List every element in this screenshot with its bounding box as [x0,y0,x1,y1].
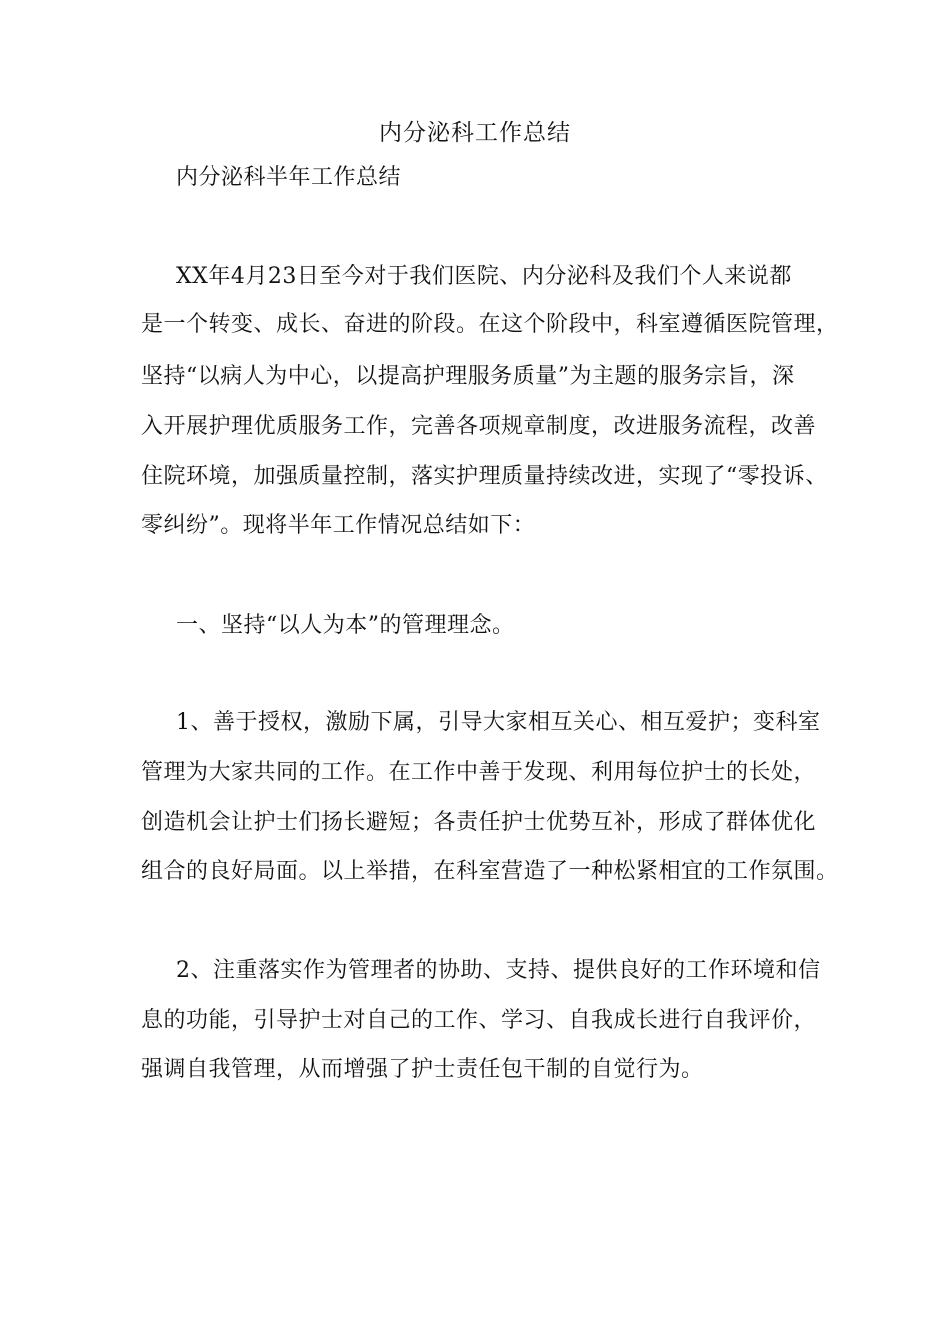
paragraph-line: 2、注重落实作为管理者的协助、支持、提供良好的工作环境和信 [176,958,821,983]
paragraph-line: 息的功能，引导护士对自己的工作、学习、自我成长进行自我评价， [141,1008,817,1033]
document-title: 内分泌科工作总结 [379,120,571,146]
paragraph-line: 1、善于授权，激励下属，引导大家相互关心、相互爱护；变科室 [176,710,821,735]
paragraph-line: 坚持“以病人为中心，以提高护理服务质量”为主题的服务宗旨，深 [141,364,795,389]
paragraph-line: 住院环境，加强质量控制，落实护理质量持续改进，实现了“零投诉、 [141,464,828,489]
paragraph-line: 零纠纷”。现将半年工作情况总结如下： [141,513,536,538]
paragraph-line: 是一个转变、成长、奋进的阶段。在这个阶段中，科室遵循医院管理， [141,312,839,337]
paragraph-line: 组合的良好局面。以上举措，在科室营造了一种松紧相宜的工作氛围。 [141,859,839,884]
paragraph-line: 入开展护理优质服务工作，完善各项规章制度，改进服务流程，改善 [141,414,817,439]
section-heading: 一、坚持“以人为本”的管理理念。 [176,613,515,638]
paragraph-line: XX年4月23日至今对于我们医院、内分泌科及我们个人来说都 [176,264,792,289]
document-subtitle: 内分泌科半年工作总结 [176,165,402,190]
paragraph-line: 创造机会让护士们扬长避短；各责任护士优势互补，形成了群体优化 [141,810,817,835]
paragraph-line: 管理为大家共同的工作。在工作中善于发现、利用每位护士的长处， [141,760,817,785]
paragraph-line: 强调自我管理，从而增强了护士责任包干制的自觉行为。 [141,1057,704,1082]
